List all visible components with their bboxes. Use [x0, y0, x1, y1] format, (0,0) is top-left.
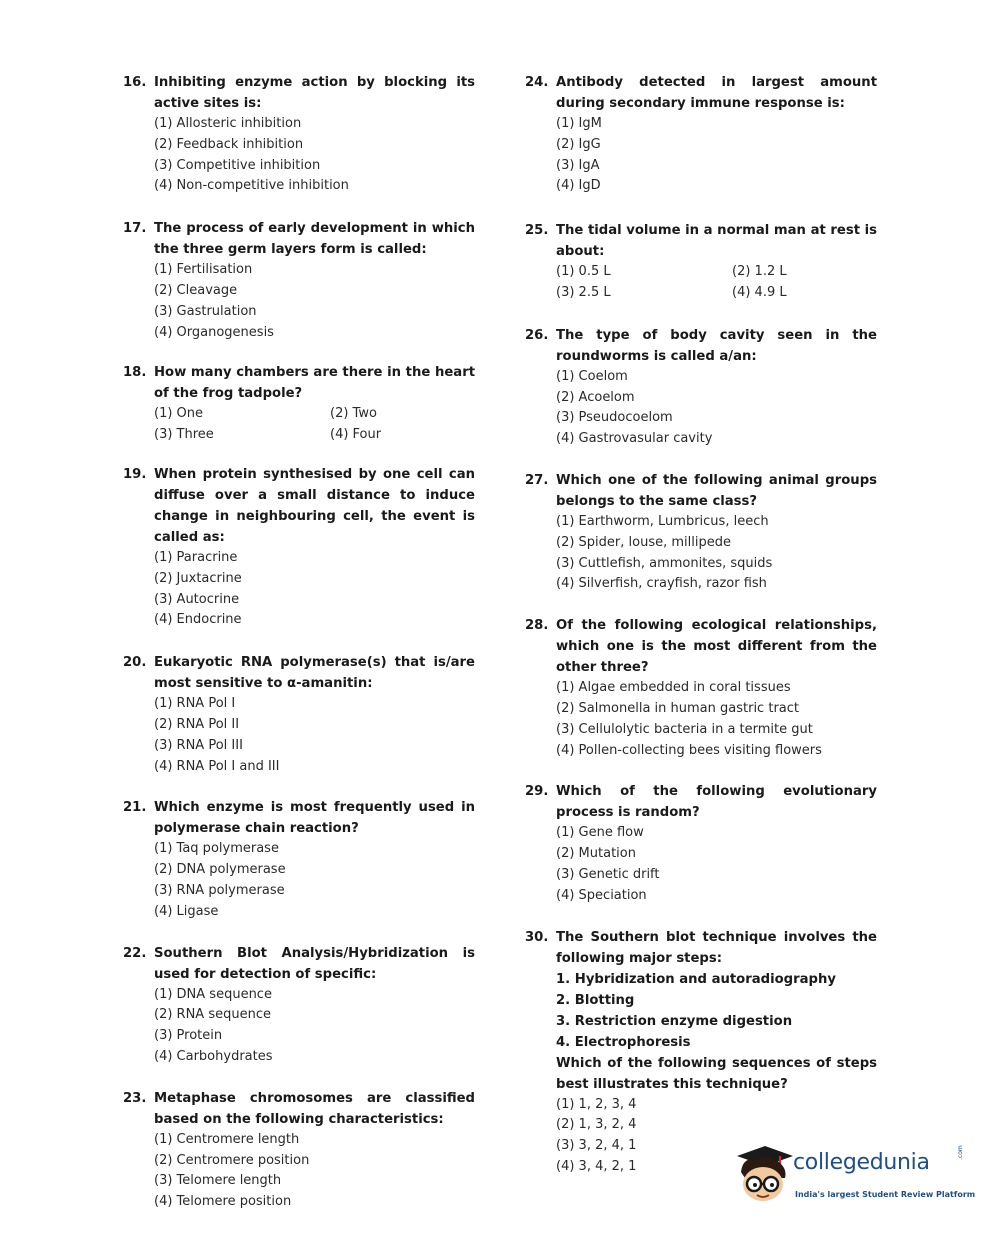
question-number: 16.	[123, 75, 147, 90]
option: (2) DNA polymerase	[154, 862, 286, 878]
question-number: 25.	[525, 223, 549, 239]
option: (4) IgD	[556, 178, 601, 194]
option: (1) Centromere length	[154, 1131, 300, 1147]
option: (4) Organogenesis	[154, 324, 274, 340]
question-number: 17.	[123, 221, 147, 237]
option: (2) 1.2 L	[732, 264, 787, 280]
option: (1) DNA sequence	[154, 986, 272, 1002]
option: (4) 4.9 L	[732, 284, 787, 300]
right-column	[525, 72, 877, 1178]
option: (4) RNA Pol I and III	[154, 758, 280, 774]
question-number: 30.	[525, 929, 549, 945]
option: (1) 1, 2, 3, 4	[556, 1096, 637, 1112]
question-number: 27.	[525, 472, 549, 488]
option: (1) One	[154, 406, 204, 422]
option: (2) Spider, louse, millipede	[556, 534, 731, 550]
question-text: Which of the following evolutionary process is random?	[556, 784, 877, 821]
question-24	[525, 72, 877, 197]
option: (3) Genetic drift	[556, 866, 660, 882]
option: (3) Competitive inhibition	[154, 157, 321, 173]
question-text: The Southern blot technique involves the following major steps:	[556, 929, 877, 966]
question-29	[525, 781, 877, 906]
option: (3) Gastrulation	[154, 303, 257, 319]
option: (2) Feedback inhibition	[154, 136, 304, 152]
question-text: When protein synthesised by one cell can diffuse over a small distance to induce change in neighbouring cell, the event is called as:	[154, 466, 475, 545]
option: (1) RNA Pol I	[154, 696, 236, 712]
option: (4) Telomere position	[154, 1194, 292, 1210]
option: (3) IgA	[556, 157, 600, 173]
option: (4) Gastrovasular cavity	[556, 431, 713, 447]
option: (1) Paracrine	[154, 549, 238, 565]
question-21	[123, 797, 475, 922]
question-text: Southern Blot Analysis/Hybridization is used for detection of specific:	[154, 945, 475, 982]
mascot-icon	[735, 1142, 795, 1212]
question-number: 29.	[525, 784, 549, 800]
option: (2) 1, 3, 2, 4	[556, 1117, 637, 1133]
collegedunia-logo[interactable]	[735, 1142, 976, 1212]
question-number: 18.	[123, 365, 147, 381]
option: (4) Four	[330, 427, 382, 443]
logo-wordmark: collegedunia	[793, 1150, 930, 1175]
option: (2) Mutation	[556, 846, 636, 862]
option: (3) RNA Pol III	[154, 737, 243, 753]
option: (1) Coelom	[556, 368, 628, 384]
option: (2) RNA Pol II	[154, 716, 240, 732]
option: (2) Cleavage	[154, 282, 238, 298]
question-followup: Which of the following sequences of steps best illustrates this technique?	[556, 1055, 877, 1092]
question-number: 28.	[525, 618, 549, 634]
logo-suffix: .com	[957, 1145, 964, 1160]
question-text: The process of early development in which the three germ layers form is called:	[154, 221, 475, 258]
question-text: Inhibiting enzyme action by blocking its active sites is:	[154, 75, 475, 111]
option: (4) Non-competitive inhibition	[154, 178, 349, 194]
option: (2) Salmonella in human gastric tract	[556, 700, 799, 716]
question-number: 19.	[123, 466, 147, 482]
option: (3) Pseudocoelom	[556, 410, 673, 426]
option: (3) Autocrine	[154, 591, 240, 607]
question-number: 22.	[123, 945, 147, 961]
option: (4) Silverfish, crayfish, razor fish	[556, 576, 767, 592]
option: (4) Endocrine	[154, 612, 242, 628]
option: (2) Juxtacrine	[154, 570, 242, 586]
option: (3) Cellulolytic bacteria in a termite gut	[556, 721, 813, 737]
question-30	[525, 927, 877, 1178]
option: (4) Pollen-collecting bees visiting flowers	[556, 742, 822, 758]
question-number: 24.	[525, 75, 549, 90]
question-text: Of the following ecological relationships, which one is the most different from the other three?	[556, 618, 877, 676]
option: (1) IgM	[556, 116, 602, 131]
option: (3) Telomere length	[154, 1173, 282, 1189]
question-16	[123, 72, 475, 197]
question-27	[525, 470, 877, 595]
step-item: 2. Blotting	[556, 992, 635, 1008]
question-text: Which enzyme is most frequently used in polymerase chain reaction?	[154, 800, 475, 837]
option: (3) Protein	[154, 1028, 223, 1044]
question-26	[525, 325, 877, 450]
question-number: 21.	[123, 800, 147, 816]
question-18	[123, 362, 475, 446]
option: (2) RNA sequence	[154, 1007, 271, 1023]
question-number: 23.	[123, 1090, 147, 1106]
question-text: How many chambers are there in the heart of the frog tadpole?	[154, 365, 475, 402]
question-text: Antibody detected in largest amount during secondary immune response is:	[556, 75, 877, 111]
option: (3) 3, 2, 4, 1	[556, 1138, 637, 1154]
option: (1) Earthworm, Lumbricus, leech	[556, 513, 769, 529]
question-number: 26.	[525, 327, 549, 343]
question-text: The tidal volume in a normal man at rest is about:	[556, 223, 877, 260]
option: (1) Algae embedded in coral tissues	[556, 680, 791, 696]
question-23	[123, 1088, 475, 1213]
option: (2) Centromere position	[154, 1152, 310, 1168]
question-text: Eukaryotic RNA polymerase(s) that is/are most sensitive to α-amanitin:	[154, 655, 475, 692]
step-item: 1. Hybridization and autoradiography	[556, 971, 836, 987]
option: (2) Two	[330, 406, 377, 422]
option: (4) 3, 4, 2, 1	[556, 1158, 637, 1174]
left-column	[123, 72, 475, 1213]
question-28	[525, 615, 877, 761]
option: (3) Three	[154, 427, 214, 443]
question-text: Metaphase chromosomes are classified based on the following characteristics:	[154, 1090, 475, 1127]
option: (2) IgG	[556, 136, 601, 152]
logo-tagline: India's largest Student Review Platform	[795, 1190, 976, 1199]
question-22	[123, 943, 475, 1068]
option: (4) Carbohydrates	[154, 1048, 273, 1064]
question-text: Which one of the following animal groups belongs to the same class?	[556, 472, 877, 509]
option: (3) Cuttlefish, ammonites, squids	[556, 555, 773, 571]
option: (1) Fertilisation	[154, 262, 253, 278]
option: (1) Gene flow	[556, 825, 644, 841]
step-item: 4. Electrophoresis	[556, 1034, 691, 1050]
step-item: 3. Restriction enzyme digestion	[556, 1013, 793, 1029]
question-text: The type of body cavity seen in the roundworms is called a/an:	[556, 327, 877, 364]
option: (1) Taq polymerase	[154, 841, 279, 857]
option: (4) Ligase	[154, 903, 219, 919]
option: (2) Acoelom	[556, 389, 635, 405]
question-19	[123, 464, 475, 631]
option: (1) Allosteric inhibition	[154, 116, 302, 131]
option: (3) RNA polymerase	[154, 882, 285, 898]
option: (3) 2.5 L	[556, 284, 611, 300]
question-17	[123, 218, 475, 343]
question-number: 20.	[123, 655, 147, 671]
option: (1) 0.5 L	[556, 264, 611, 280]
option: (4) Speciation	[556, 887, 647, 903]
question-20	[123, 652, 475, 777]
question-25	[525, 220, 877, 304]
